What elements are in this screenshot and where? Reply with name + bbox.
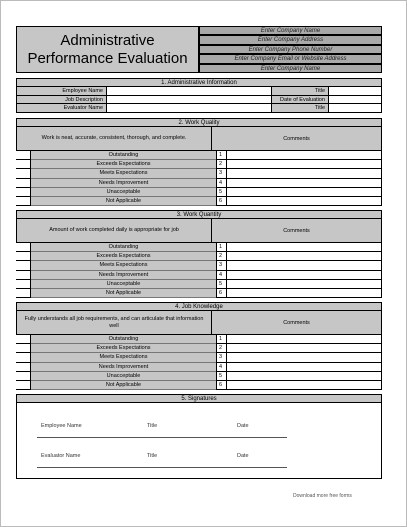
job-knowledge-rating-number: 2	[216, 344, 227, 353]
job-knowledge-comment-field[interactable]	[227, 372, 382, 381]
employee-title-label: Title	[271, 87, 329, 95]
signature-line-2[interactable]	[37, 467, 287, 468]
work-quantity-comments-header: Comments	[212, 219, 382, 243]
job-knowledge-rating-label: Needs Improvement	[31, 363, 216, 372]
work-quantity-comment-field[interactable]	[227, 289, 382, 298]
job-knowledge-rating-checkbox[interactable]	[16, 335, 31, 344]
job-knowledge-rating-row	[16, 363, 382, 372]
work-quality-rating-number: 4	[216, 179, 227, 188]
work-quality-rating-row	[16, 188, 382, 197]
work-quantity-question: Amount of work completed daily is appropriate for job	[16, 219, 212, 243]
work-quantity-rating-row	[16, 261, 382, 270]
work-quality-rating-checkbox[interactable]	[16, 160, 31, 169]
job-knowledge-rating-label: Not Applicable	[31, 381, 216, 390]
work-quality-comment-field[interactable]	[227, 188, 382, 197]
work-quantity-comment-field[interactable]	[227, 261, 382, 270]
employee-title-sig-label: Title	[147, 423, 158, 429]
date-of-evaluation-label: Date of Evaluation	[271, 96, 329, 104]
work-quality-comment-field[interactable]	[227, 179, 382, 188]
work-quality-rating-row	[16, 197, 382, 206]
job-knowledge-rating-checkbox[interactable]	[16, 372, 31, 381]
job-knowledge-rating-row	[16, 335, 382, 344]
form-title	[16, 26, 199, 73]
evaluator-title-input[interactable]	[329, 104, 381, 112]
work-quantity-rating-row	[16, 252, 382, 261]
work-quality-rating-number: 2	[216, 160, 227, 169]
evaluator-title-sig-label: Title	[147, 453, 158, 459]
work-quantity-rating-label: Needs Improvement	[31, 271, 216, 280]
job-knowledge-rating-number: 4	[216, 363, 227, 372]
job-knowledge-rating-checkbox[interactable]	[16, 363, 31, 372]
work-quantity-rating-checkbox[interactable]	[16, 271, 31, 280]
job-knowledge-rating-checkbox[interactable]	[16, 381, 31, 390]
work-quality-rating-number: 5	[216, 188, 227, 197]
work-quantity-comment-field[interactable]	[227, 252, 382, 261]
section-3-heading: 3. Work Quantity	[16, 210, 382, 219]
evaluator-name-input[interactable]	[107, 104, 271, 112]
company-name-footer-field[interactable]: Enter Company Name	[199, 64, 382, 73]
work-quality-comment-field[interactable]	[227, 197, 382, 206]
job-knowledge-comment-field[interactable]	[227, 335, 382, 344]
job-description-row	[16, 96, 382, 105]
employee-date-sig-label: Date	[237, 423, 249, 429]
work-quantity-rating-row	[16, 289, 382, 298]
work-quantity-comment-field[interactable]	[227, 271, 382, 280]
work-quality-rating-row	[16, 169, 382, 178]
work-quality-rating-label: Outstanding	[31, 151, 216, 160]
work-quality-rating-checkbox[interactable]	[16, 151, 31, 160]
work-quality-rating-label: Exceeds Expectations	[31, 160, 216, 169]
work-quantity-rating-checkbox[interactable]	[16, 261, 31, 270]
evaluator-name-row	[16, 104, 382, 113]
employee-name-row	[16, 87, 382, 96]
job-knowledge-rating-number: 6	[216, 381, 227, 390]
work-quality-comment-field[interactable]	[227, 169, 382, 178]
work-quality-rating-row	[16, 179, 382, 188]
job-knowledge-rating-label: Meets Expectations	[31, 353, 216, 362]
work-quality-rating-label: Meets Expectations	[31, 169, 216, 178]
work-quantity-rating-number: 6	[216, 289, 227, 298]
evaluator-name-label: Evaluator Name	[17, 104, 107, 112]
employee-name-sig-label: Employee Name	[41, 423, 82, 429]
signature-area	[16, 403, 382, 479]
work-quantity-rating-number: 3	[216, 261, 227, 270]
work-quantity-rating-label: Unacceptable	[31, 280, 216, 289]
work-quantity-rating-checkbox[interactable]	[16, 280, 31, 289]
job-knowledge-question: Fully understands all job requirements, and can articulate that information well	[16, 311, 212, 335]
job-knowledge-rating-label: Outstanding	[31, 335, 216, 344]
work-quantity-rating-number: 1	[216, 243, 227, 252]
work-quality-rating-checkbox[interactable]	[16, 188, 31, 197]
job-knowledge-comment-field[interactable]	[227, 363, 382, 372]
work-quality-rating-checkbox[interactable]	[16, 197, 31, 206]
section-5-heading: 5. Signatures	[16, 394, 382, 403]
job-knowledge-rating-row	[16, 344, 382, 353]
work-quality-comment-field[interactable]	[227, 151, 382, 160]
title-line-1: Administrative	[60, 31, 155, 49]
work-quality-question: Work is neat, accurate, consistent, thorough, and complete.	[16, 127, 212, 151]
section-1-heading: 1. Administrative Information	[16, 78, 382, 87]
signature-line-1[interactable]	[37, 437, 287, 438]
work-quality-rating-label: Not Applicable	[31, 197, 216, 206]
job-knowledge-rating-label: Exceeds Expectations	[31, 344, 216, 353]
job-knowledge-comment-field[interactable]	[227, 381, 382, 390]
work-quality-rating-number: 3	[216, 169, 227, 178]
footer-link[interactable]: Download more free forms	[293, 493, 352, 499]
work-quality-rating-label: Unacceptable	[31, 188, 216, 197]
work-quantity-rating-row	[16, 243, 382, 252]
company-email-field[interactable]: Enter Company Email or Website Address	[199, 54, 382, 63]
work-quantity-rating-checkbox[interactable]	[16, 243, 31, 252]
job-knowledge-rating-label: Unacceptable	[31, 372, 216, 381]
job-knowledge-rating-number: 3	[216, 353, 227, 362]
job-knowledge-rating-number: 5	[216, 372, 227, 381]
evaluator-title-label: Title	[271, 104, 329, 112]
work-quality-rating-number: 1	[216, 151, 227, 160]
job-description-label: Job Description	[17, 96, 107, 104]
work-quantity-comment-field[interactable]	[227, 243, 382, 252]
employee-name-input[interactable]	[107, 87, 271, 95]
work-quality-comment-field[interactable]	[227, 160, 382, 169]
job-knowledge-rating-row	[16, 381, 382, 390]
evaluator-name-sig-label: Evaluator Name	[41, 453, 81, 459]
work-quantity-rating-label: Outstanding	[31, 243, 216, 252]
title-line-2: Performance Evaluation	[27, 49, 188, 67]
job-knowledge-comment-field[interactable]	[227, 353, 382, 362]
work-quality-rating-label: Needs Improvement	[31, 179, 216, 188]
job-knowledge-rating-row	[16, 372, 382, 381]
company-address-field[interactable]: Enter Company Address	[199, 35, 382, 44]
company-phone-field[interactable]: Enter Company Phone Number	[199, 45, 382, 54]
work-quantity-rating-label: Exceeds Expectations	[31, 252, 216, 261]
work-quantity-rating-row	[16, 280, 382, 289]
job-description-input[interactable]	[107, 96, 271, 104]
job-knowledge-rating-checkbox[interactable]	[16, 344, 31, 353]
work-quantity-rating-checkbox[interactable]	[16, 252, 31, 261]
work-quality-rating-checkbox[interactable]	[16, 179, 31, 188]
work-quality-rating-row	[16, 160, 382, 169]
date-of-evaluation-input[interactable]	[329, 96, 381, 104]
job-knowledge-comments-header: Comments	[212, 311, 382, 335]
job-knowledge-rating-number: 1	[216, 335, 227, 344]
company-name-field[interactable]: Enter Company Name	[199, 26, 382, 35]
job-knowledge-rating-row	[16, 353, 382, 362]
evaluator-date-sig-label: Date	[237, 453, 249, 459]
work-quantity-rating-number: 5	[216, 280, 227, 289]
work-quantity-rating-checkbox[interactable]	[16, 289, 31, 298]
work-quality-rating-checkbox[interactable]	[16, 169, 31, 178]
work-quality-comments-header: Comments	[212, 127, 382, 151]
job-knowledge-rating-checkbox[interactable]	[16, 353, 31, 362]
work-quantity-comment-field[interactable]	[227, 280, 382, 289]
work-quantity-rating-number: 4	[216, 271, 227, 280]
employee-name-label: Employee Name	[17, 87, 107, 95]
section-4-heading: 4. Job Knowledge	[16, 302, 382, 311]
work-quantity-rating-label: Meets Expectations	[31, 261, 216, 270]
work-quantity-rating-row	[16, 271, 382, 280]
work-quality-rating-number: 6	[216, 197, 227, 206]
work-quantity-rating-number: 2	[216, 252, 227, 261]
work-quality-rating-row	[16, 151, 382, 160]
job-knowledge-comment-field[interactable]	[227, 344, 382, 353]
work-quantity-rating-label: Not Applicable	[31, 289, 216, 298]
employee-title-input[interactable]	[329, 87, 381, 95]
section-2-heading: 2. Work Quality	[16, 118, 382, 127]
